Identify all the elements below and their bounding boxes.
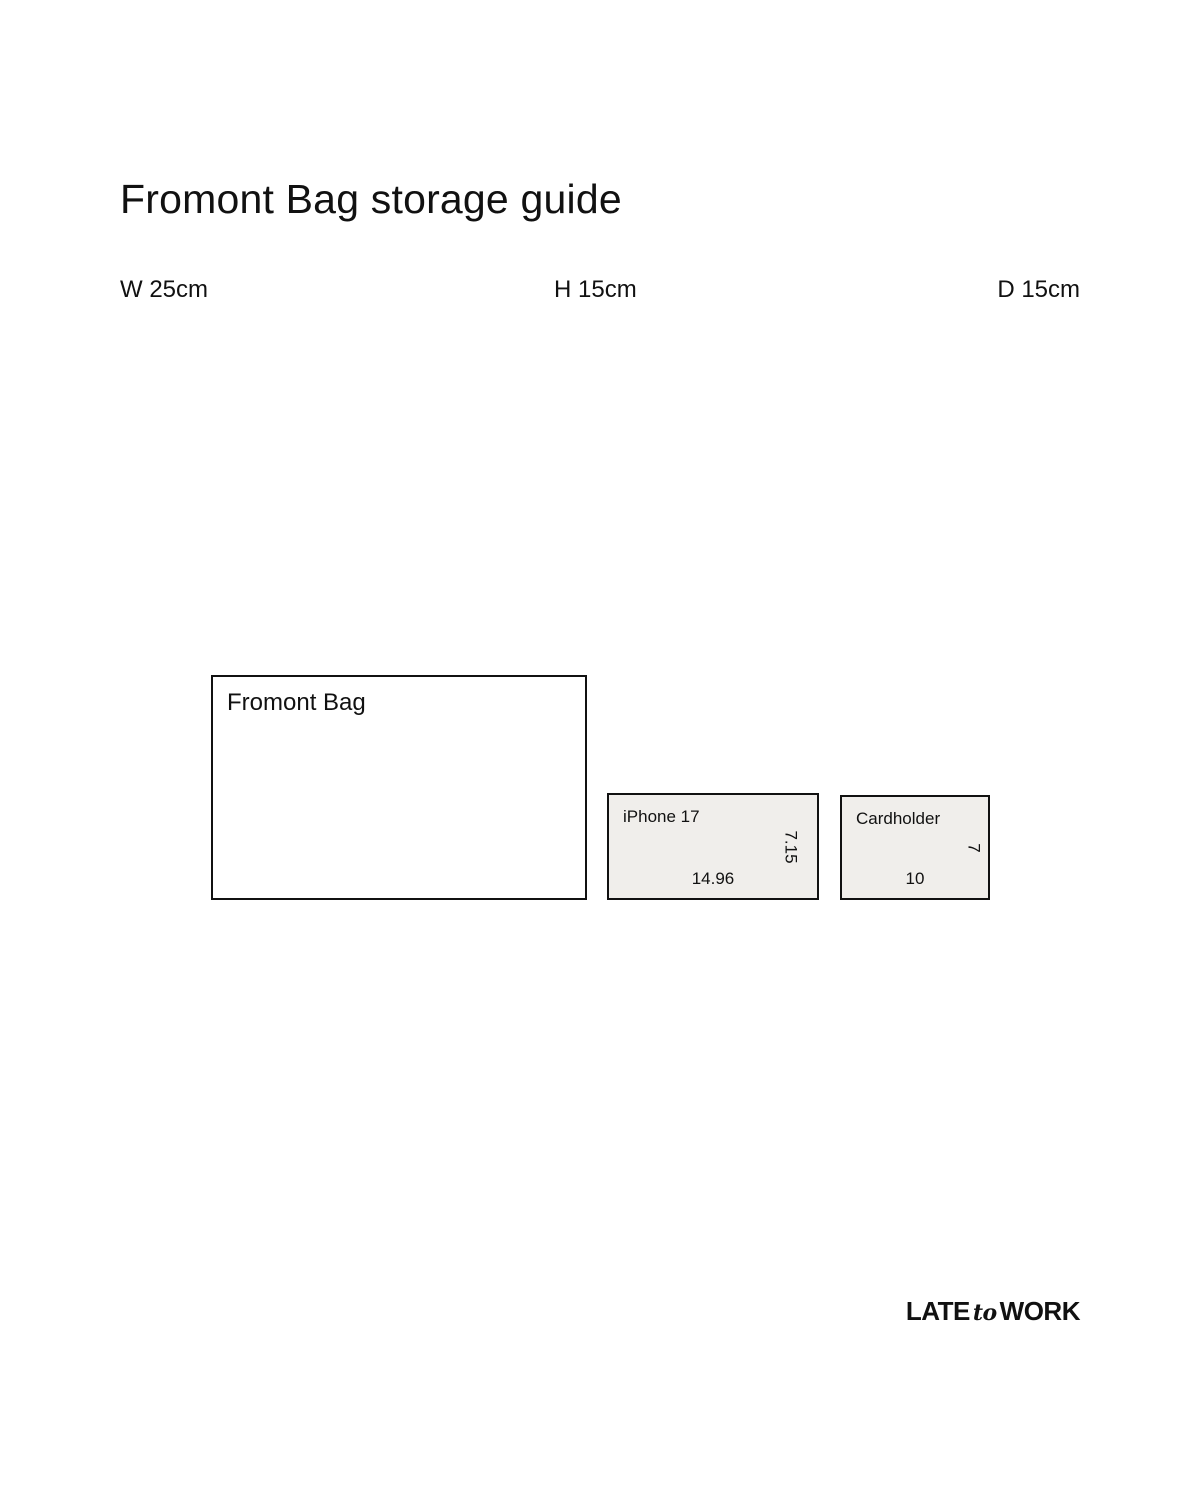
item-label: Cardholder bbox=[856, 809, 941, 828]
dimension-height: H 15cm bbox=[554, 276, 637, 303]
item-height: 7.15 bbox=[781, 829, 801, 864]
item-iphone bbox=[607, 793, 819, 900]
bag-outline bbox=[211, 675, 587, 900]
brand-logo bbox=[906, 1296, 1080, 1327]
logo-text: WORK bbox=[999, 1296, 1080, 1326]
dimension-depth: D 15cm bbox=[997, 276, 1080, 303]
item-height: 7 bbox=[964, 842, 984, 853]
item-width: 10 bbox=[905, 869, 925, 888]
logo-text: LATE bbox=[905, 1296, 970, 1326]
page-title: Fromont Bag storage guide bbox=[120, 176, 622, 222]
dimension-width: W 25cm bbox=[120, 276, 209, 303]
item-label: iPhone 17 bbox=[623, 807, 700, 826]
item-cardholder bbox=[840, 795, 990, 900]
logo-text: to bbox=[972, 1300, 997, 1326]
item-width: 14.96 bbox=[691, 869, 735, 888]
bag-label: Fromont Bag bbox=[227, 689, 366, 716]
